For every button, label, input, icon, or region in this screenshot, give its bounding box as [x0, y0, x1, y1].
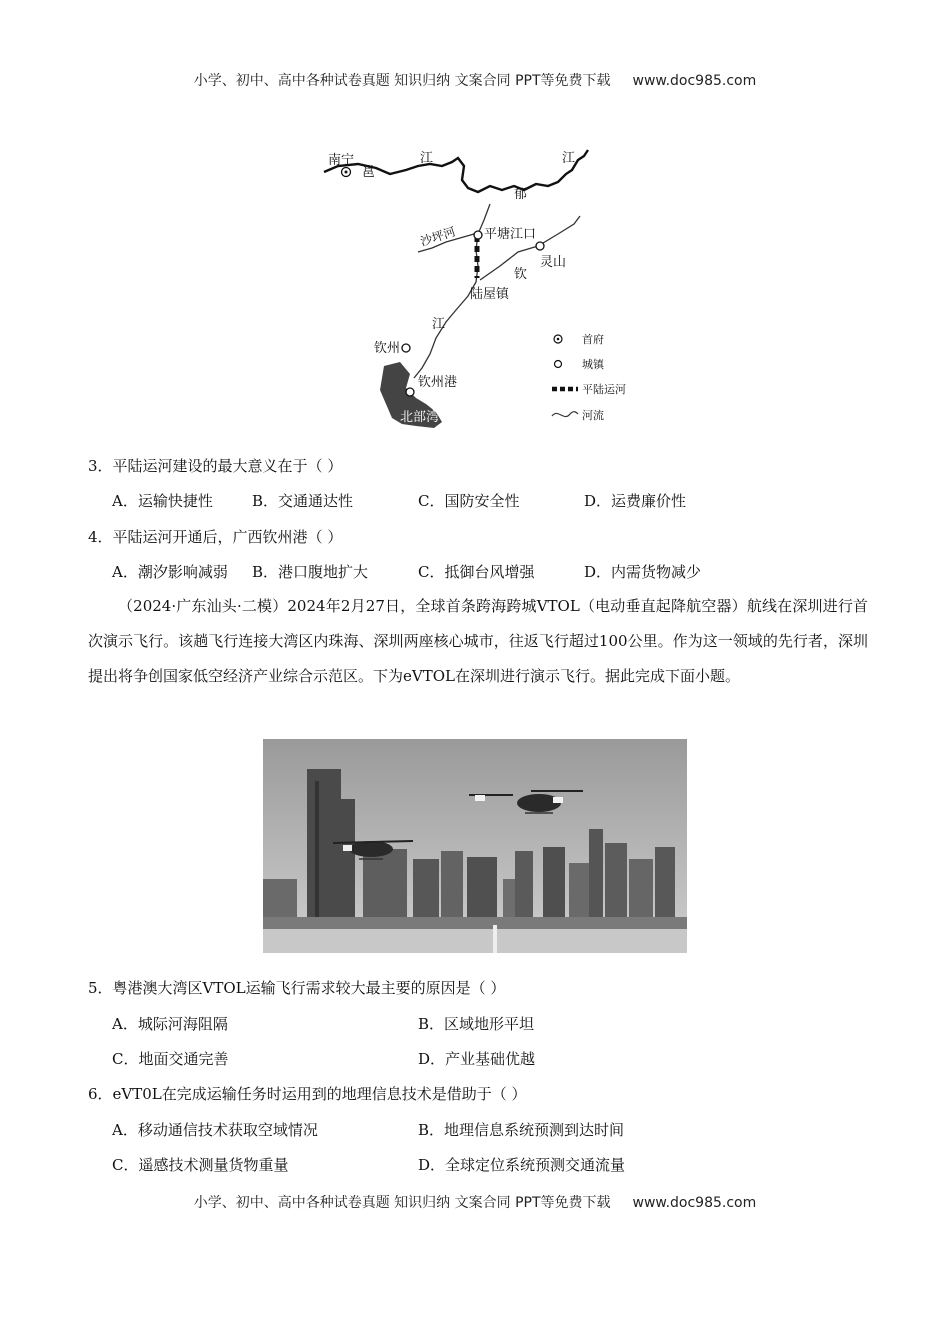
- label-qin: 钦: [514, 267, 528, 282]
- label-qinzhougang: 钦州港: [418, 375, 458, 390]
- label-luwu: 陆屋镇: [470, 287, 510, 302]
- q3-option-c[interactable]: C．国防安全性: [418, 492, 520, 510]
- label-nanning: 南宁: [328, 153, 355, 168]
- passage-text: （2024·广东汕头·二模）2024年2月27日，全球首条跨海跨城VTOL（电动垂直起降航空器）航线在深圳进行首次演示飞行。该趟飞行连接大湾区内珠海、深圳两座核心城市，往返飞行超过100公里。作为这一领域的先行者，深圳提出将争创国家低空经济产业综合示范区。下为eVTOL在深圳进行演示飞行。据此完成下面小题。: [88, 597, 868, 685]
- legend-canal: 平陆运河: [582, 383, 626, 396]
- label-jiang-1: 江: [420, 151, 434, 166]
- page-header: [0, 70, 950, 90]
- legend-town: 城镇: [582, 358, 604, 371]
- question-5-stem: 5．粤港澳大湾区VTOL运输飞行需求较大最主要的原因是（ ）: [88, 979, 506, 997]
- label-jiang-3: 江: [432, 317, 446, 332]
- q5-option-d[interactable]: D．产业基础优越: [418, 1050, 536, 1068]
- q3-option-b[interactable]: B．交通通达性: [252, 492, 354, 510]
- q3-option-d[interactable]: D．运费廉价性: [584, 492, 687, 510]
- q5-option-a[interactable]: A．城际河海阻隔: [112, 1015, 228, 1033]
- q4-option-a[interactable]: A．潮汐影响减弱: [112, 563, 228, 581]
- qinzhou-town-symbol: [402, 344, 410, 352]
- q5-option-b[interactable]: B．区域地形平坦: [418, 1015, 535, 1033]
- footer-text: 小学、初中、高中各种试卷真题 知识归纳 文案合同 PPT等免费下载: [193, 1195, 611, 1211]
- legend-capital: 首府: [582, 333, 604, 346]
- label-yu: 郁: [514, 187, 528, 202]
- legend-capital-dot: [557, 338, 560, 341]
- label-lingshan: 灵山: [540, 255, 567, 270]
- passage: [88, 589, 868, 694]
- map-legend: [552, 332, 626, 422]
- legend-town-icon: [555, 361, 562, 368]
- label-pingtang: 平塘江口: [484, 227, 537, 242]
- q4-option-d[interactable]: D．内需货物减少: [584, 563, 702, 581]
- q3-option-a[interactable]: A．运输快捷性: [112, 492, 213, 510]
- q6-option-c[interactable]: C．遥感技术测量货物重量: [112, 1156, 289, 1174]
- q4-option-c[interactable]: C．抵御台风增强: [418, 563, 535, 581]
- page-footer: [0, 1192, 950, 1212]
- q6-option-d[interactable]: D．全球定位系统预测交通流量: [418, 1156, 626, 1174]
- q4-option-b[interactable]: B．港口腹地扩大: [252, 563, 369, 581]
- question-3-stem: 3．平陆运河建设的最大意义在于（ ）: [88, 457, 343, 475]
- header-url: www.doc985.com: [632, 73, 757, 89]
- question-6-stem: 6．eVT0L在完成运输任务时运用到的地理信息技术是借助于（ ）: [88, 1085, 527, 1103]
- label-beibuwan: 北部湾: [400, 410, 440, 425]
- label-yong: 邕: [362, 165, 376, 180]
- question-4-stem: 4．平陆运河开通后，广西钦州港（ ）: [88, 528, 343, 546]
- legend-river: 河流: [582, 409, 604, 422]
- label-qinzhou: 钦州: [374, 341, 401, 356]
- evtol-photo: [263, 739, 687, 953]
- photo-pier: [493, 925, 497, 953]
- label-shapinghe: 沙坪河: [418, 224, 458, 249]
- q6-option-b[interactable]: B．地理信息系统预测到达时间: [418, 1121, 625, 1139]
- pinglu-canal-map: [318, 142, 648, 432]
- nanning-capital-dot: [345, 171, 348, 174]
- qinzhougang-town-symbol: [406, 388, 414, 396]
- footer-url: www.doc985.com: [632, 1195, 757, 1211]
- q5-option-c[interactable]: C．地面交通完善: [112, 1050, 229, 1068]
- header-text: 小学、初中、高中各种试卷真题 知识归纳 文案合同 PPT等免费下载: [193, 73, 611, 89]
- q6-option-a[interactable]: A．移动通信技术获取空域情况: [112, 1121, 318, 1139]
- lingshan-town-symbol: [536, 242, 544, 250]
- legend-river-icon: [552, 412, 578, 417]
- photo-water: [263, 929, 687, 953]
- pingtang-town-symbol: [474, 231, 482, 239]
- label-jiang-2: 江: [562, 151, 576, 166]
- photo-waterfront: [263, 917, 687, 929]
- qin-river-branch: [480, 216, 580, 280]
